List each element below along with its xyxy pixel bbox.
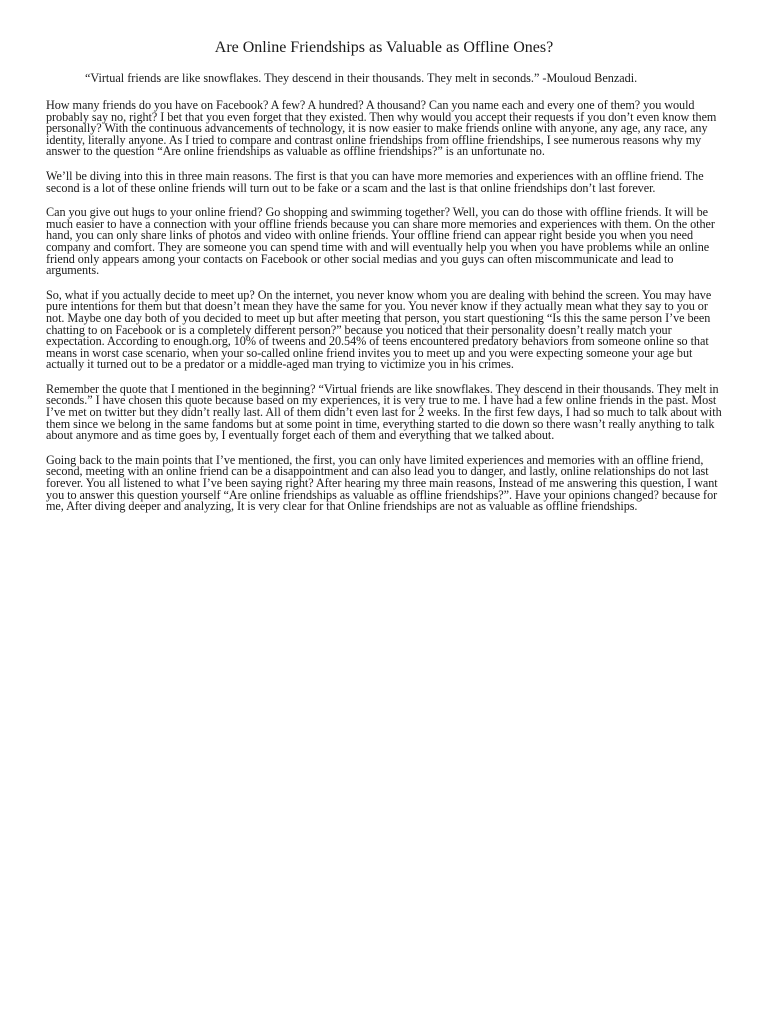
- paragraph-thesis: We’ll be diving into this in three main reasons. The first is that you can have more memories and experiences with an offline friend. The second is a lot of these online friends will turn out to be fake or a scam and the last is that online friendships don’t last forever.: [46, 168, 704, 195]
- document-title: Are Online Friendships as Valuable as Offline Ones?: [214, 39, 554, 56]
- paragraph-meeting-up: So, what if you actually decide to meet up? On the internet, you never know whom you are dealing with behind the screen. You may have pure intentions for them but that doesn’t mean they have the same for you. You never know if they actually mean what they say to you or not. Maybe one day both of you decided to meet up but after meeting that person, you start questioning “Is this the same person I’ve been chatting to on Facebook or is a completely different person?” because you noticed that their personality doesn’t really match your expectation. According to enough.org, 10% of tweens and 20.54% of teens encountered predatory behaviors from someone online so that means in worst case scenario, when your so-called online friend invites you to meet up and you were expecting someone your age but actually it turned out to be a predator or a middle-aged man trying to victimize you in his crimes.: [46, 287, 712, 372]
- essay-body: [46, 100, 728, 526]
- paragraph-quote-reflection: Remember the quote that I mentioned in the beginning? “Virtual friends are like snowflakes. They descend in their thousands. They melt in seconds.” I have chosen this quote because based on my experiences, it is very true to me. I have had a few online friends in the past. Most I’ve met on twitter but they didn’t really last. All of them didn’t even last for 2 weeks. In the first few days, I had so much to talk about with them since we belong in the same fandoms but at some point in time, everything started to die down so there wasn’t really anything to talk about anymore and as time goes by, I eventually forget each of them and everything that we talked about.: [46, 381, 722, 443]
- paragraph-conclusion: Going back to the main points that I’ve mentioned, the first, you can only have limited experiences and memories with an offline friend, second, meeting with an online friend can be a disappointment and can also lead you to danger, and lastly, online relationships do not last forever. You all listened to what I’ve been saying right? After hearing my three main reasons, Instead of me answering this question, I want you to answer this question yourself “Are online friendships as valuable as offline friendships?”. Have your opinions changed? because for me, After diving deeper and analyzing, It is very clear for that Online friendships are not as valuable as offline friendships.: [46, 452, 718, 514]
- epigraph-quote: “Virtual friends are like snowflakes. They descend in their thousands. They melt in seconds.” -Mouloud Benzadi.: [85, 71, 638, 85]
- paragraph-introduction: How many friends do you have on Facebook? A few? A hundred? A thousand? Can you name each and every one of them? you would probably say no, right? I bet that you even forget that they existed. Then why would you accept their requests if you don’t even know them personally? With the continuous advancements of technology, it is now easier to make friends online with anyone, any age, any race, any identity, literally anyone. As I tried to compare and contrast online friendships from offline friendships, I see numerous reasons why my answer to the question “Are online friendships as valuable as offline friendships?” is an unfortunate no.: [46, 98, 717, 159]
- paragraph-memories: Can you give out hugs to your online friend? Go shopping and swimming together? Well, you can do those with offline friends. It will be much easier to have a connection with your offline friends because you can share more memories and experiences with them. On the other hand, you can only share links of photos and video with online friends. Your offline friend can appear right beside you when you need company and comfort. They are someone you can spend time with and will eventually help you when you have problems while an online friend only appears among your contacts on Facebook or other social medias and you guys can often miscommunicate and lead to arguments.: [46, 205, 715, 278]
